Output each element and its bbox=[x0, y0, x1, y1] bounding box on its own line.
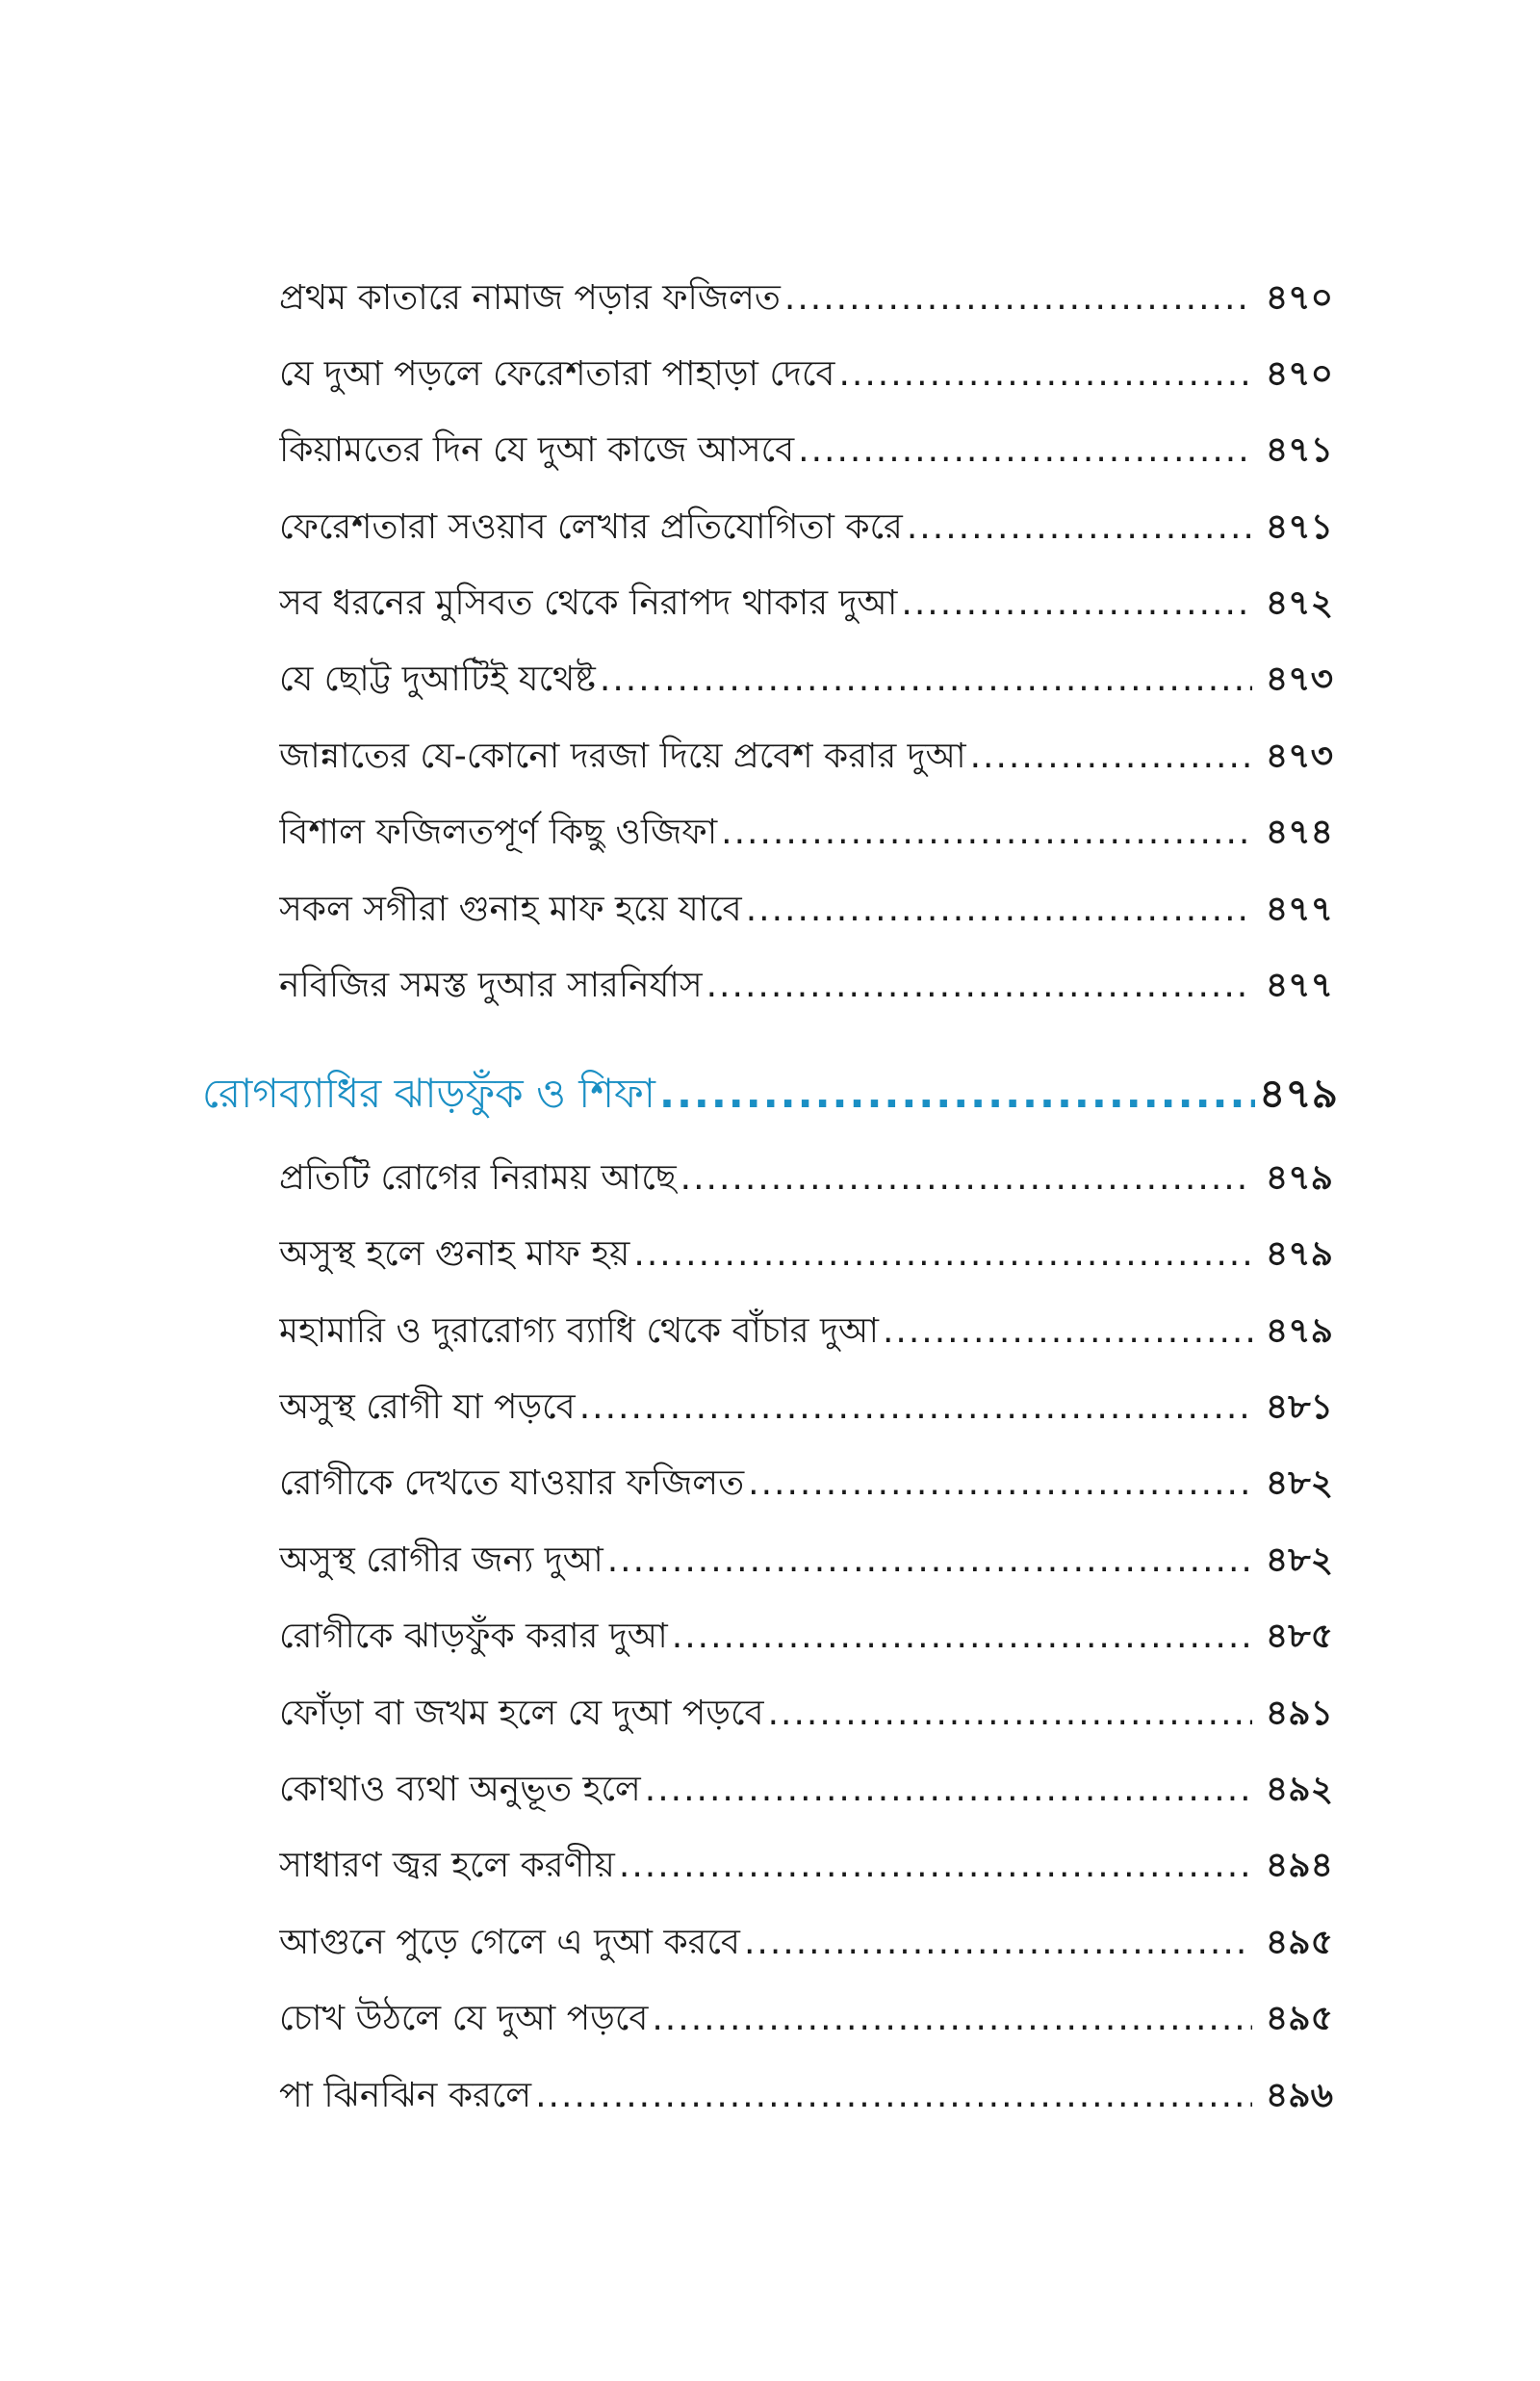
entry-title: ফেরেশতারা সওয়াব লেখার প্রতিযোগিতা করে bbox=[279, 507, 903, 547]
dot-leader bbox=[579, 1373, 1252, 1442]
dot-leader bbox=[744, 1908, 1252, 1978]
entry-title: যে দুআ পড়লে ফেরেশতারা পাহাড়া দেবে bbox=[279, 354, 835, 394]
entry-title: চোখ উঠলে যে দুআ পড়বে bbox=[279, 1999, 649, 2038]
toc-entry[interactable] bbox=[279, 1984, 1333, 2054]
entry-title: রোগীকে দেখতে যাওয়ার ফজিলত bbox=[279, 1463, 745, 1503]
toc-entry[interactable] bbox=[279, 2061, 1333, 2131]
toc-entry[interactable] bbox=[279, 1220, 1333, 1289]
toc-entry[interactable] bbox=[279, 1373, 1333, 1442]
entry-title: সব ধরনের মুসিবত থেকে নিরাপদ থাকার দুআ bbox=[279, 583, 898, 623]
entry-title: কিয়ামতের দিন যে দুআ কাজে আসবে bbox=[279, 430, 795, 470]
dot-leader bbox=[659, 1059, 1255, 1128]
entry-title: নবিজির সমস্ত দুআর সারনির্যাস bbox=[279, 966, 703, 1005]
entry-page-number: ৪৭৩ bbox=[1265, 660, 1333, 699]
section-heading[interactable] bbox=[202, 1059, 1338, 1128]
entry-page-number: ৪৯৬ bbox=[1265, 2076, 1333, 2115]
section-title: রোগব্যাধির ঝাড়ফুঁক ও শিফা bbox=[202, 1070, 655, 1117]
entry-page-number: ৪৭০ bbox=[1265, 354, 1333, 394]
entry-title: অসুস্থ রোগী যা পড়বে bbox=[279, 1387, 576, 1427]
entry-title: ফোঁড়া বা জখম হলে যে দুআ পড়বে bbox=[279, 1694, 764, 1733]
entry-page-number: ৪৭১ bbox=[1265, 507, 1333, 547]
entry-page-number: ৪৯৫ bbox=[1265, 1999, 1333, 2038]
toc-entry[interactable] bbox=[279, 1144, 1333, 1213]
dot-leader bbox=[907, 493, 1252, 562]
toc-entry[interactable] bbox=[279, 340, 1333, 409]
entry-page-number: ৪৭৯ bbox=[1265, 1158, 1333, 1198]
dot-leader bbox=[706, 951, 1252, 1021]
dot-leader bbox=[633, 1220, 1252, 1289]
toc-entry[interactable] bbox=[279, 264, 1333, 333]
entry-title: জান্নাতের যে-কোনো দরজা দিয়ে প্রবেশ করার দুআ bbox=[279, 737, 966, 776]
entry-page-number: ৪৮৫ bbox=[1265, 1617, 1333, 1656]
toc-entry[interactable] bbox=[279, 1831, 1333, 1901]
entry-title: রোগীকে ঝাড়ফুঁক করার দুআ bbox=[279, 1617, 668, 1656]
entry-title: সাধারণ জ্বর হলে করণীয় bbox=[279, 1846, 615, 1885]
toc-entry[interactable] bbox=[279, 1526, 1333, 1595]
toc-entry[interactable] bbox=[279, 1679, 1333, 1748]
toc-entry[interactable] bbox=[279, 416, 1333, 485]
dot-leader bbox=[784, 264, 1252, 333]
dot-leader bbox=[535, 2061, 1252, 2131]
dot-leader bbox=[768, 1679, 1252, 1748]
toc-entry[interactable] bbox=[279, 1297, 1333, 1366]
entry-title: অসুস্থ হলে গুনাহ মাফ হয় bbox=[279, 1234, 630, 1274]
entry-title: প্রথম কাতারে নামাজ পড়ার ফজিলত bbox=[279, 278, 781, 318]
entry-page-number: ৪৭১ bbox=[1265, 430, 1333, 470]
dot-leader bbox=[883, 1297, 1252, 1366]
entry-page-number: ৪৮২ bbox=[1265, 1540, 1333, 1580]
entry-page-number: ৪৯৫ bbox=[1265, 1923, 1333, 1962]
toc-entry[interactable] bbox=[279, 875, 1333, 945]
entry-page-number: ৪৭৭ bbox=[1265, 890, 1333, 929]
dot-leader bbox=[838, 340, 1252, 409]
entry-title: মহামারি ও দুরারোগ্য ব্যাধি থেকে বাঁচার দুআ bbox=[279, 1311, 879, 1351]
entry-page-number: ৪৭৪ bbox=[1265, 813, 1333, 852]
entry-page-number: ৪৯১ bbox=[1265, 1694, 1333, 1733]
toc-entry[interactable] bbox=[279, 951, 1333, 1021]
dot-leader bbox=[721, 798, 1252, 867]
entry-page-number: ৪৯২ bbox=[1265, 1770, 1333, 1809]
toc-entry[interactable] bbox=[279, 569, 1333, 638]
entry-page-number: ৪৭৯ bbox=[1265, 1234, 1333, 1274]
toc-entry[interactable] bbox=[279, 1449, 1333, 1518]
entry-title: সকল সগীরা গুনাহ মাফ হয়ে যাবে bbox=[279, 890, 742, 929]
entry-title: যে ছোট্ট দুআটিই যথেষ্ট bbox=[279, 660, 596, 699]
dot-leader bbox=[652, 1984, 1252, 2054]
dot-leader bbox=[680, 1144, 1252, 1213]
dot-leader bbox=[607, 1526, 1252, 1595]
entry-title: অসুস্থ রোগীর জন্য দুআ bbox=[279, 1540, 603, 1580]
entry-page-number: ৪৭৩ bbox=[1265, 737, 1333, 776]
dot-leader bbox=[600, 645, 1252, 714]
section-page-number: ৪৭৯ bbox=[1259, 1070, 1338, 1117]
entry-page-number: ৪৯৪ bbox=[1265, 1846, 1333, 1885]
entry-page-number: ৪৮১ bbox=[1265, 1387, 1333, 1427]
entry-page-number: ৪৭৭ bbox=[1265, 966, 1333, 1005]
entry-title: আগুনে পুড়ে গেলে এ দুআ করবে bbox=[279, 1923, 740, 1962]
toc-entry[interactable] bbox=[279, 722, 1333, 791]
entry-page-number: ৪৭৯ bbox=[1265, 1311, 1333, 1351]
entry-title: পা ঝিনঝিন করলে bbox=[279, 2076, 532, 2115]
dot-leader bbox=[970, 722, 1252, 791]
dot-leader bbox=[748, 1449, 1252, 1518]
dot-leader bbox=[645, 1755, 1252, 1825]
toc-entry[interactable] bbox=[279, 645, 1333, 714]
entry-page-number: ৪৭০ bbox=[1265, 278, 1333, 318]
toc-entry[interactable] bbox=[279, 798, 1333, 867]
entry-page-number: ৪৮২ bbox=[1265, 1463, 1333, 1503]
dot-leader bbox=[672, 1602, 1252, 1671]
toc-entry[interactable] bbox=[279, 493, 1333, 562]
dot-leader bbox=[619, 1831, 1252, 1901]
toc-entry[interactable] bbox=[279, 1755, 1333, 1825]
dot-leader bbox=[798, 416, 1252, 485]
entry-title: বিশাল ফজিলতপূর্ণ কিছু ওজিফা bbox=[279, 813, 718, 852]
entry-title: প্রতিটি রোগের নিরাময় আছে bbox=[279, 1158, 677, 1198]
entry-page-number: ৪৭২ bbox=[1265, 583, 1333, 623]
entry-title: কোথাও ব্যথা অনুভূত হলে bbox=[279, 1770, 641, 1809]
dot-leader bbox=[901, 569, 1252, 638]
toc-entry[interactable] bbox=[279, 1908, 1333, 1978]
toc-entry[interactable] bbox=[279, 1602, 1333, 1671]
dot-leader bbox=[746, 875, 1252, 945]
